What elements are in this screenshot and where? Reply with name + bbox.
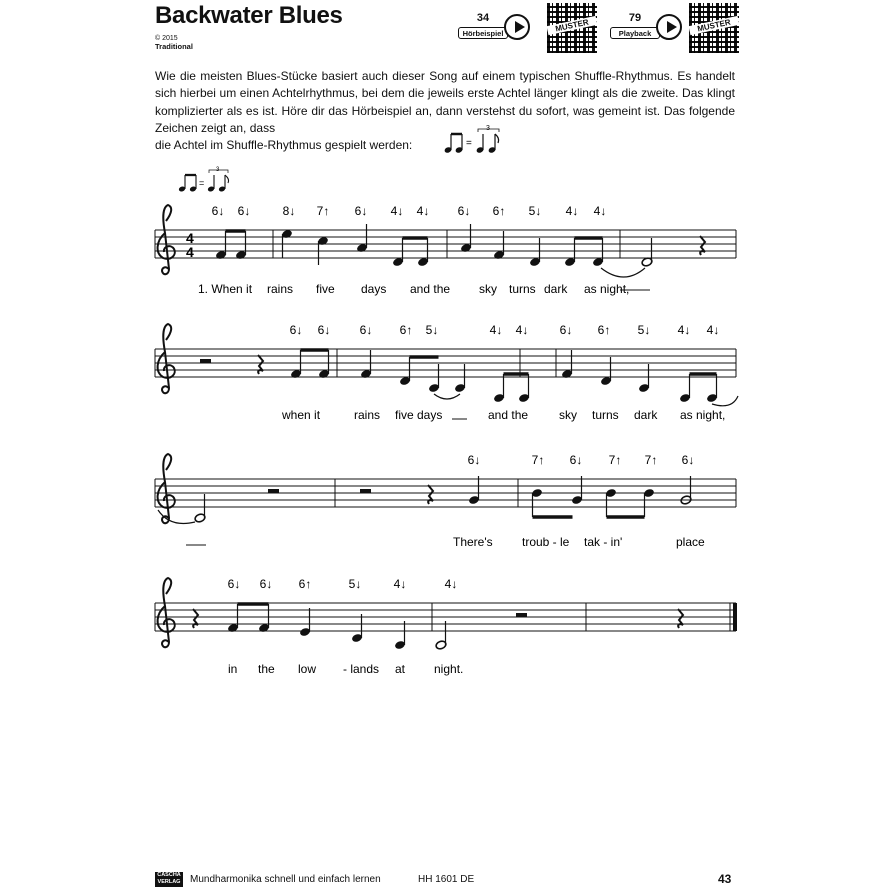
note [493,231,505,260]
quarter-rest-icon [193,609,198,628]
lyric: - lands [343,662,380,676]
hole-number: 6↓ [237,204,251,218]
note [317,236,329,265]
note [605,488,617,517]
lyric: at [395,662,406,676]
book-title: Mundharmonika schnell und einfach lernen [190,874,381,885]
hole-number: 6↓ [354,204,368,218]
lyric: five [316,282,335,296]
note [638,364,650,393]
lyric: as night, [584,282,630,296]
note [351,614,363,643]
hole-number: 7↑ [531,453,545,467]
triplet-number: 3 [486,125,490,132]
lyric: turns [509,282,536,296]
svg-text:=: = [199,178,205,188]
lyric: and the [488,408,529,422]
hole-number: 6↑ [597,323,611,337]
note [493,374,505,403]
song-title: Backwater Blues [155,2,343,29]
time-sig-top: 4 [186,230,194,246]
quarter-rest-icon [678,609,683,628]
lyric: and the [410,282,451,296]
hole-number: 4↓ [390,204,404,218]
lyric: sky [479,282,497,296]
lyric: sky [559,408,577,422]
hole-number: 6↓ [289,323,303,337]
track-number: 79 [628,12,642,24]
hole-number: 4↓ [515,323,529,337]
note [281,229,293,258]
hole-number: 6↓ [559,323,573,337]
note [454,364,466,393]
qr-watermark: MUSTER [547,16,598,35]
lyric: when it [282,408,321,422]
hole-number: 6↓ [457,204,471,218]
hole-number: 6↓ [569,453,583,467]
lyric: troub - le [522,535,570,549]
staff-system [155,323,736,422]
hole-number: 6↓ [317,323,331,337]
hole-number: 7↑ [316,204,330,218]
hole-number: 7↑ [644,453,658,467]
hole-number: 4↓ [677,323,691,337]
note [460,224,472,253]
whole-rest-icon [516,613,527,617]
note [641,238,653,267]
shuffle-sign-score [178,167,228,192]
whole-rest-icon [200,359,211,363]
note [394,621,406,650]
hole-number: 6↑ [298,577,312,591]
track-label: Hörbeispiel [458,27,508,39]
hole-number: 6↑ [492,204,506,218]
hole-number: 6↑ [399,323,413,337]
catalog-number: HH 1601 DE [418,874,475,885]
note [215,231,227,260]
lyric: rains [267,282,294,296]
lyric: the [258,662,275,676]
note [468,476,480,505]
lyric: in [228,662,238,676]
note [399,357,411,386]
lyric: place [676,535,705,549]
lyric: There's [453,535,493,549]
note [435,621,447,650]
note [318,350,330,379]
svg-text:=: = [466,138,472,149]
staff-system [155,577,736,676]
hole-number: 4↓ [416,204,430,218]
hole-number: 6↓ [681,453,695,467]
note [561,350,573,379]
lyric: tak - in' [584,535,623,549]
note [564,238,576,267]
lyric: turns [592,408,619,422]
lyric: days [361,282,387,296]
hole-number: 6↓ [467,453,481,467]
note [643,488,655,517]
note [360,350,372,379]
note [680,476,692,505]
note [392,238,404,267]
lyric: dark [634,408,658,422]
lyric: 1. When it [198,282,253,296]
hole-number: 6↓ [211,204,225,218]
publisher-logo: CASCHA VERLAG [155,872,183,887]
note [235,231,247,260]
intro-last-line: die Achtel im Shuffle-Rhythmus gespielt werden: [155,138,413,153]
hole-number: 5↓ [348,577,362,591]
track-label: Playback [610,27,660,39]
hole-number: 7↑ [608,453,622,467]
lyric: rains [354,408,381,422]
quarter-rest-icon [428,485,433,504]
hole-number: 4↓ [444,577,458,591]
treble-clef-icon [158,578,175,647]
hole-number: 4↓ [489,323,503,337]
svg-text:3: 3 [216,167,220,173]
whole-rest-icon [360,489,371,493]
note [529,238,541,267]
hole-number: 5↓ [528,204,542,218]
treble-clef-icon [158,324,175,393]
qr-watermark: MUSTER [689,16,740,35]
score-systems [155,204,738,676]
lyric: as night, [680,408,726,422]
lyric: low [298,662,317,676]
copyright: © 2015 [155,35,178,42]
intro-paragraph: Wie die meisten Blues-Stücke basiert auch dieser Song auf einem typischen Shuffle-Rhythmus. Es handelt sich hierbei um einen Achtelrhythmus, bei dem die jeweils erste Achtel länger klingt als die zweite. Das klingt komplizierter als es ist. Höre dir das Hörbeispiel an, dann verstehst du sofort, was gemeint ist. Das folgende Zeichen zeigt an, dass [155,69,735,135]
lyric: dark [544,282,568,296]
ties-and-extenders [158,268,738,545]
whole-rest-icon [268,489,279,493]
hole-number: 4↓ [706,323,720,337]
hole-number: 6↓ [227,577,241,591]
staff-system [155,204,736,296]
note [428,364,440,393]
note [571,476,583,505]
shuffle-sign-intro [444,125,499,154]
hole-number: 4↓ [593,204,607,218]
hole-number: 8↓ [282,204,296,218]
staff-system [155,453,736,549]
note [258,604,270,633]
note [194,494,206,523]
track-number: 34 [476,12,490,24]
note [531,488,543,517]
treble-clef-icon [158,205,175,274]
note [356,224,368,253]
hole-number: 5↓ [637,323,651,337]
page-number: 43 [718,872,732,886]
quarter-rest-icon [700,236,705,255]
note [290,350,302,379]
lyric: five days [395,408,443,422]
note [227,604,239,633]
note [592,238,604,267]
time-sig-bottom: 4 [186,244,194,260]
note [706,374,718,403]
hole-number: 6↓ [359,323,373,337]
composer: Traditional [155,42,193,51]
note [518,374,530,403]
note [679,374,691,403]
hole-number: 4↓ [565,204,579,218]
hole-number: 6↓ [259,577,273,591]
hole-number: 5↓ [425,323,439,337]
note [417,238,429,267]
quarter-rest-icon [258,355,263,374]
note [299,608,311,637]
note [600,357,612,386]
hole-number: 4↓ [393,577,407,591]
lyric: night. [434,662,464,676]
